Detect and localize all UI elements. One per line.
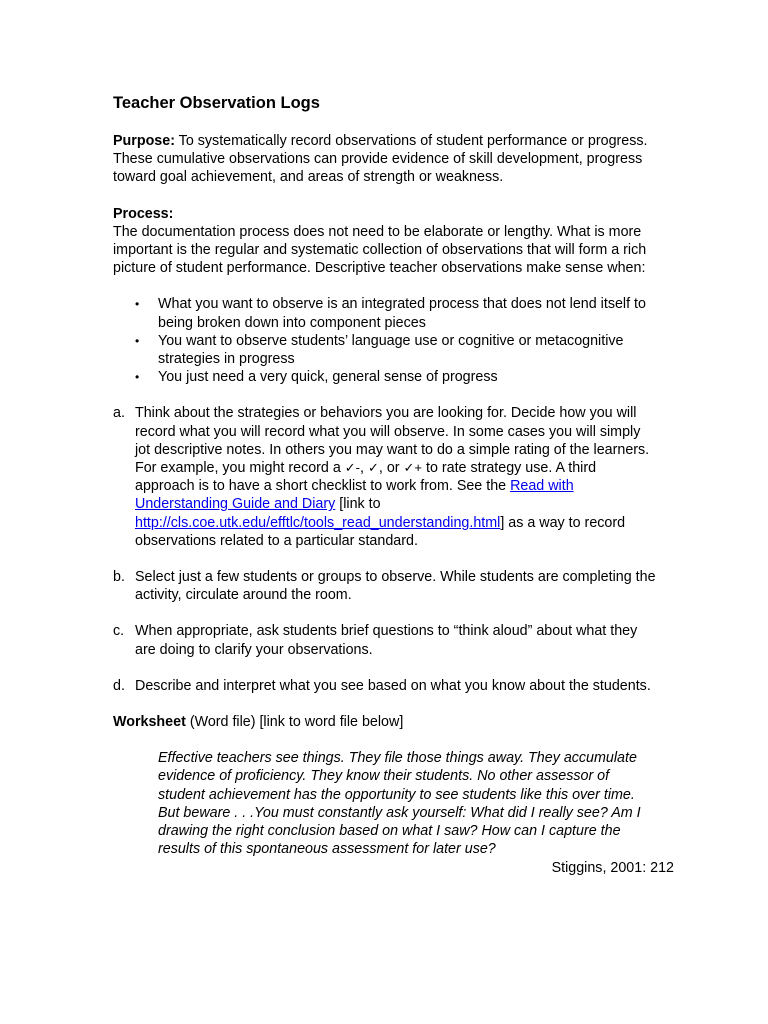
list-item: • What you want to observe is an integrated process that does not lend itself to being broken down into component pieces bbox=[135, 296, 646, 331]
process-label: Process: bbox=[113, 205, 174, 222]
check-plus-icon: ✓+ bbox=[403, 460, 422, 476]
list-item: • You just need a very quick, general sense of progress bbox=[135, 369, 498, 386]
step-a: a. Think about the strategies or behaviors you are looking for. Decide how you will record what you will record what you will observe. In some cases you will simply jot descriptive notes. In others you may want to do a simple rating of the learners. For example, you might record a ✓-, ✓, or ✓+ to rate strategy use. A third approach is to have a short checklist to work from. See the Read with Understanding Guide and Diary [link to http://cls.coe.utk.edu/efftlc/tools_read_understanding.html] as a way to record observations related to a particular standard. bbox=[113, 405, 650, 549]
quote-text: Effective teachers see things. They file those things away. They accumulate evidence of proficiency. They know their students. No other assessor of student achievement has the opportunity to see students like this over time. But beware . . .You must constantly ask yourself: What did I really see? Am I drawing the right conclusion based on what I saw? How can I capture the results of this spontaneous assessment for later use? bbox=[158, 750, 641, 858]
step-marker: b. bbox=[113, 569, 125, 586]
step-d: d. Describe and interpret what you see based on what you know about the students. bbox=[113, 677, 651, 694]
step-b: b. Select just a few students or groups to observe. While students are completing the activity, circulate around the room. bbox=[113, 569, 656, 604]
worksheet-label: Worksheet bbox=[113, 714, 186, 731]
step-marker: c. bbox=[113, 623, 125, 640]
purpose-label: Purpose: bbox=[113, 133, 175, 149]
list-item: • You want to observe students’ language use or cognitive or metacognitive strategies in progress bbox=[135, 332, 624, 368]
bullet-icon: • bbox=[135, 297, 140, 312]
step-c: c. When appropriate, ask students brief questions to “think aloud” about what they are doing to clarify your observations. bbox=[113, 623, 638, 658]
process-intro: The documentation process does not need to be elaborate or lengthy. What is more important is the regular and systematic collection of observations that will form a rich picture of student performance. Descriptive teacher observations make sense when: bbox=[113, 223, 647, 277]
page-title: Teacher Observation Logs bbox=[113, 94, 320, 112]
check-icon: ✓ bbox=[367, 460, 379, 476]
quote-citation: Stiggins, 2001: 212 bbox=[551, 859, 674, 876]
conditions-list bbox=[113, 295, 658, 386]
purpose-text: To systematically record observations of student performance or progress. These cumulative observations can provide evidence of skill development, progress toward goal achievement, and areas of strength or weakness. bbox=[113, 133, 648, 186]
document-page bbox=[113, 93, 674, 877]
bullet-icon: • bbox=[135, 333, 140, 348]
purpose-paragraph bbox=[113, 132, 658, 187]
read-with-understanding-link[interactable]: Read with Understanding Guide and Diary bbox=[135, 478, 574, 513]
step-marker: d. bbox=[113, 677, 125, 694]
block-quote bbox=[158, 749, 674, 876]
step-marker: a. bbox=[113, 405, 125, 422]
steps-list bbox=[113, 404, 658, 695]
worksheet-line: Worksheet (Word file) [link to word file below] bbox=[113, 714, 404, 731]
tools-url-link[interactable]: http://cls.coe.utk.edu/efftlc/tools_read_understanding.html bbox=[135, 514, 501, 531]
check-minus-icon: ✓- bbox=[344, 460, 361, 476]
bullet-icon: • bbox=[135, 370, 140, 385]
